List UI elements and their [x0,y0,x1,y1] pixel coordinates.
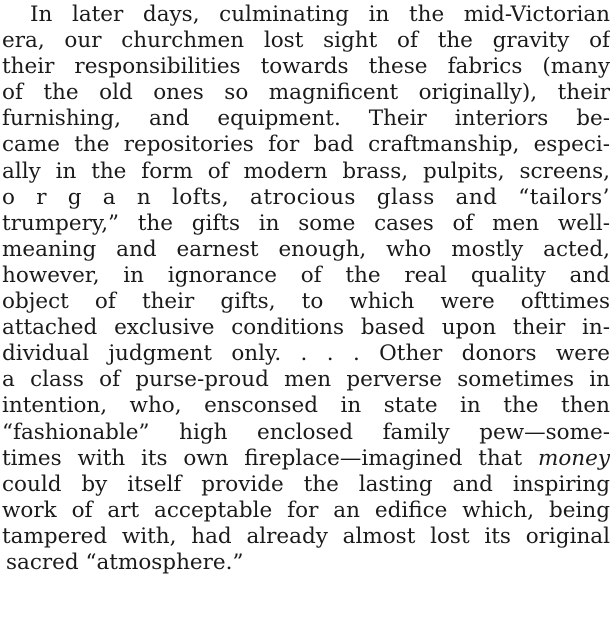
text-line: came the repositories for bad craftmanship, especi- [2,132,610,158]
text-line: could by itself provide the lasting and inspiring [2,471,610,497]
text-line: object of their gifts, to which were ofttimes [2,289,610,315]
text-line: sacred “atmosphere.” [6,549,244,575]
text-line: o r g a n lofts, atrocious glass and “tailors’ [2,184,610,210]
text-line: era, our churchmen lost sight of the gravity of [2,28,610,54]
text-line: of the old ones so magnificent originally), their [2,80,610,106]
text-line: a class of purse-proud men perverse sometimes in [2,367,610,393]
text-line: trumpery,” the gifts in some cases of men well- [2,210,610,236]
text-line: their responsibilities towards these fabrics (many [2,54,610,80]
text-line: “fashionable” high enclosed family pew—some- [2,419,610,445]
text-line: however, in ignorance of the real quality and [2,262,610,288]
text-line: intention, who, ensconsed in state in the then [2,393,610,419]
emphasized-word: money [537,445,610,471]
text-line: furnishing, and equipment. Their interiors be- [2,106,610,132]
text-line: dividual judgment only. . . . Other donors were [2,341,610,367]
text-line: In later days, culminating in the mid-Victorian [30,2,610,27]
text-segment: times with its own fireplace—imagined that [2,445,523,471]
text-line: tampered with, had already almost lost its original [2,523,610,549]
body-paragraph [2,2,610,576]
text-line: ally in the form of modern brass, pulpits, screens, [2,158,610,184]
text-line: attached exclusive conditions based upon their in- [2,315,610,341]
text-line-with-emphasis [2,446,610,472]
text-line: work of art acceptable for an edifice which, being [2,497,610,523]
text-line: meaning and earnest enough, who mostly acted, [2,236,610,262]
